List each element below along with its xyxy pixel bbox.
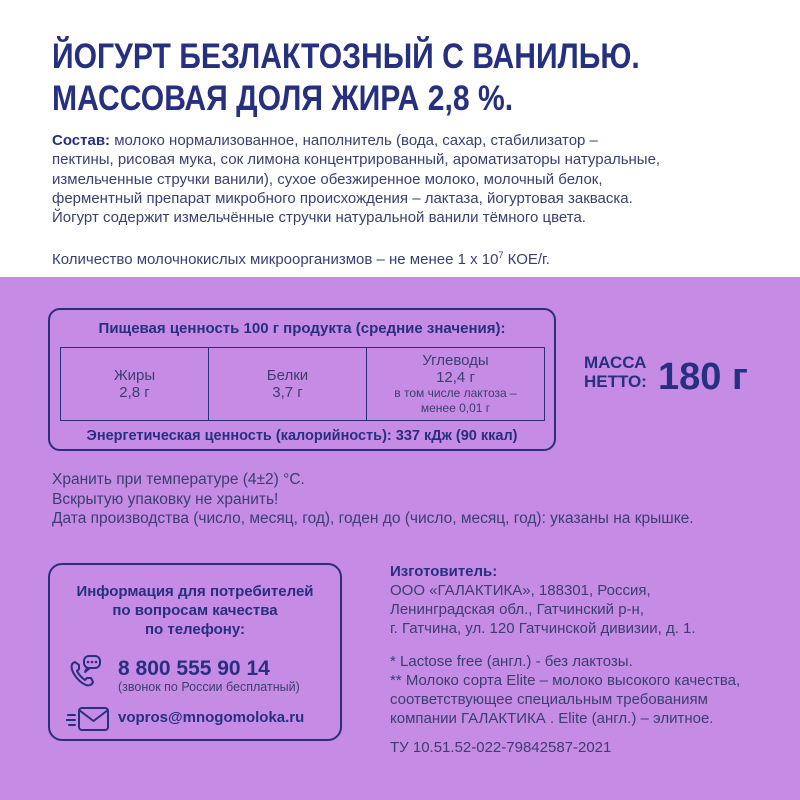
mass-label-line-2: НЕТТО: xyxy=(584,372,647,391)
protein-value: 3,7 г xyxy=(272,384,303,401)
technical-standard: ТУ 10.51.52-022-79842587-2021 xyxy=(390,739,612,756)
nutrition-fat-cell xyxy=(61,348,209,420)
carb-note-1: в том числе лактоза – xyxy=(394,386,517,400)
composition-line-1: молоко нормализованное, наполнитель (вода, сахар, стабилизатор – xyxy=(110,132,598,149)
footnote-2-line-3: компании ГАЛАКТИКА . Elite (англ.) – элитное. xyxy=(390,710,714,727)
email-link[interactable]: vopros@mnogomoloka.ru xyxy=(118,709,305,726)
manufacturer-line-1: ООО «ГАЛАКТИКА», 188301, Россия, xyxy=(390,582,651,599)
net-mass-label xyxy=(584,353,647,391)
phone-number[interactable]: 8 800 555 90 14 xyxy=(118,657,270,680)
manufacturer-block xyxy=(390,562,696,638)
fat-label: Жиры xyxy=(113,367,156,384)
footnote-1: * Lactose free (англ.) - без лактозы. xyxy=(390,653,633,670)
storage-line-2: Вскрытую упаковку не хранить! xyxy=(52,490,279,508)
phone-chat-icon xyxy=(66,653,102,689)
footnotes-block xyxy=(390,652,740,728)
nutrition-protein-cell xyxy=(209,348,367,420)
envelope-icon xyxy=(66,705,110,733)
net-mass-value: 180 г xyxy=(658,356,748,398)
manufacturer-line-3: г. Гатчина, ул. 120 Гатчинской дивизии, д. 1. xyxy=(390,620,696,637)
product-title-line-2: МАССОВАЯ ДОЛЯ ЖИРА 2,8 %. xyxy=(52,79,514,118)
composition-line-5: Йогурт содержит измельчённые стручки натуральной ванили тёмного цвета. xyxy=(52,209,586,227)
consumer-info-box xyxy=(48,563,342,741)
nutrition-carb-cell xyxy=(367,348,544,420)
carb-note-2: менее 0,01 г xyxy=(420,401,491,415)
consumer-info-title: Информация для потребителей по вопросам качества по телефону: xyxy=(76,583,314,638)
product-title-line-1: ЙОГУРТ БЕЗЛАКТОЗНЫЙ С ВАНИЛЬЮ. xyxy=(52,37,640,76)
fat-value: 2,8 г xyxy=(119,384,150,401)
composition-line-4: ферментный препарат микробного происхождения – лактаза, йогуртовая закваска. xyxy=(52,189,633,207)
product-title xyxy=(52,36,640,120)
manufacturer-label: Изготовитель: xyxy=(390,563,498,580)
protein-label: Белки xyxy=(266,367,309,384)
footnote-2-line-2: соответствующее специальным требованиям xyxy=(390,691,708,708)
storage-line-3: Дата производства (число, месяц, год), годен до (число, месяц, год): указаны на крышке. xyxy=(52,510,694,527)
manufacturer-line-2: Ленинградская обл., Гатчинский р-н, xyxy=(390,601,644,618)
composition-label: Состав: xyxy=(52,132,111,149)
nutrition-table xyxy=(48,308,556,451)
carb-label: Углеводы xyxy=(422,352,489,369)
composition-line-2: пектины, рисовая мука, сок лимона концентрированный, ароматизаторы натуральные, xyxy=(52,151,661,169)
mass-label-line-1: МАССА xyxy=(584,353,647,372)
storage-conditions xyxy=(52,470,694,529)
composition-block xyxy=(52,131,752,227)
carb-value: 12,4 г xyxy=(436,369,475,386)
microorganisms-text: Количество молочнокислых микроорганизмов – не менее 1 х $10^7$ КОЕ/г. xyxy=(52,250,550,268)
footnote-2-line-1: ** Молоко сорта Elite – молоко высокого качества, xyxy=(390,672,741,689)
nutrition-values-row xyxy=(60,347,545,421)
microorganisms-exponent: 7 xyxy=(498,250,504,260)
composition-line-3: измельченные стручки ванили), сухое обезжиренное молоко, молочный белок, xyxy=(52,170,603,188)
energy-value: Энергетическая ценность (калорийность): 337 кДж (90 ккал) xyxy=(86,428,518,444)
phone-note: (звонок по России бесплатный) xyxy=(118,680,300,694)
storage-line-1: Хранить при температуре (4±2) °С. xyxy=(52,471,305,488)
nutrition-header: Пищевая ценность 100 г продукта (средние значения): xyxy=(98,320,506,337)
